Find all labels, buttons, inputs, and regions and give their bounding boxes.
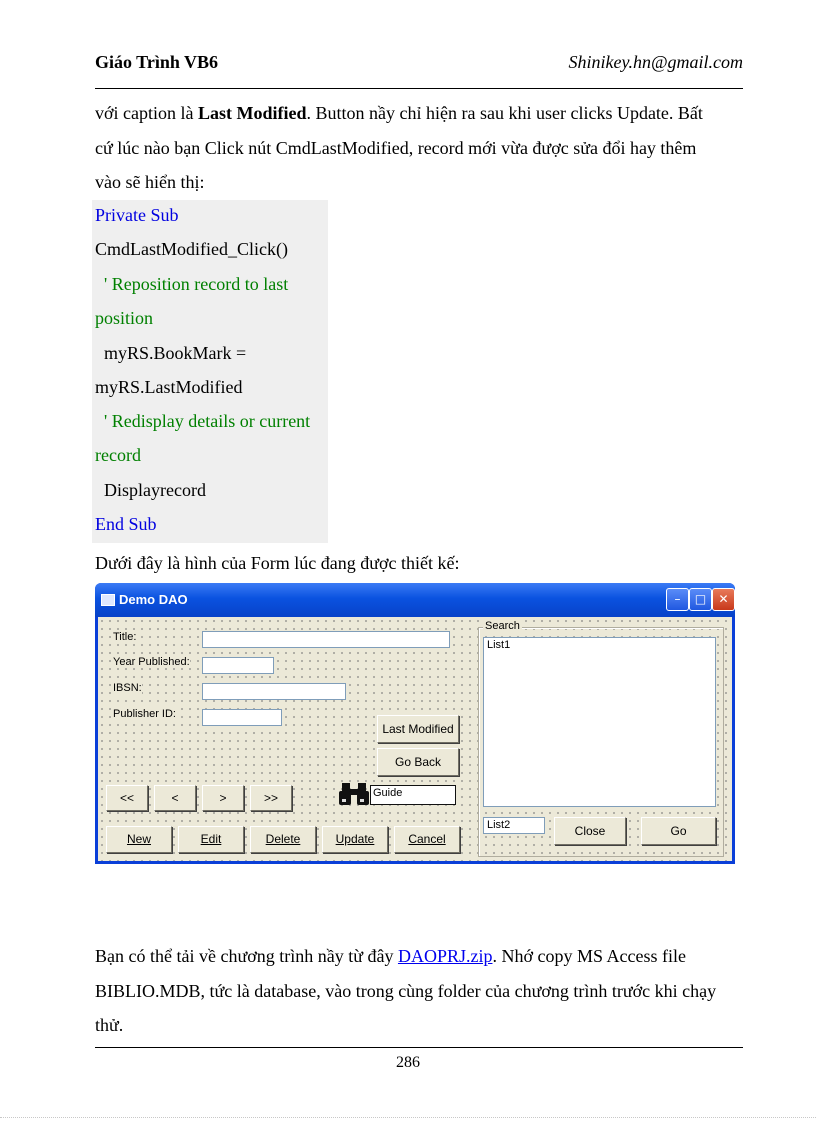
download-paragraph — [95, 939, 745, 1043]
previous-record-button[interactable]: < — [154, 785, 196, 811]
list1-listbox[interactable]: List1 — [483, 637, 716, 807]
figure-caption: Dưới đây là hình của Form lúc đang được thiết kế: — [95, 553, 460, 573]
header-rule — [95, 88, 743, 89]
search-frame-label: Search — [485, 620, 520, 632]
code-line-1: Private Sub — [95, 205, 179, 225]
code-block — [92, 200, 328, 543]
code-line-2: CmdLastModified_Click() — [95, 239, 288, 259]
close-icon[interactable]: ✕ — [712, 588, 735, 611]
code-line-9: Displayrecord — [95, 480, 206, 500]
intro-paragraph — [95, 96, 745, 200]
last-record-button[interactable]: >> — [250, 785, 292, 811]
intro-line-2: cứ lúc nào bạn Click nút CmdLastModified, record mới vừa được sửa đổi hay thêm — [95, 137, 697, 158]
go-button[interactable]: Go — [641, 817, 716, 845]
first-record-button[interactable]: << — [106, 785, 148, 811]
demo-dao-window — [95, 583, 735, 864]
cancel-button-label: Cancel — [408, 832, 446, 846]
page-number: 286 — [396, 1054, 420, 1071]
title-label: Title: — [113, 631, 137, 643]
update-button[interactable] — [322, 826, 388, 853]
publisher-id-input[interactable] — [202, 709, 282, 726]
new-button[interactable] — [106, 826, 172, 853]
title-input[interactable] — [202, 631, 450, 648]
header-title: Giáo Trình VB6 — [95, 52, 219, 72]
window-titlebar — [95, 583, 735, 617]
next-record-button[interactable]: > — [202, 785, 244, 811]
code-line-6: myRS.LastModified — [95, 377, 243, 397]
ibsn-label: IBSN: — [113, 682, 142, 694]
intro-line-3: vào sẽ hiển thị: — [95, 172, 205, 192]
footer-rule — [95, 1047, 743, 1048]
code-line-3: ' Reposition record to last — [95, 274, 289, 294]
delete-button[interactable] — [250, 826, 316, 853]
ibsn-input[interactable] — [202, 683, 346, 700]
year-published-input[interactable] — [202, 657, 274, 674]
new-button-label: New — [126, 832, 151, 846]
outro-line-2: BIBLIO.MDB, tức là database, vào trong cùng folder của chương trình trước khi chạy — [95, 980, 717, 1001]
daoprj-zip-link[interactable]: DAOPRJ.zip — [397, 946, 493, 966]
header-email: Shinikey.hn@gmail.com — [568, 52, 743, 72]
go-back-button[interactable]: Go Back — [377, 748, 459, 776]
list2-listbox[interactable]: List2 — [483, 817, 545, 834]
delete-button-label: Delete — [265, 832, 301, 846]
update-button-label: Update — [335, 832, 375, 846]
binoculars-icon — [338, 781, 370, 807]
edit-button-label: Edit — [200, 832, 222, 846]
intro-line-1: với caption là Last Modified. Button nầy chỉ hiện ra sau khi user clicks Update. Bất — [95, 103, 703, 123]
cancel-button[interactable] — [394, 826, 460, 853]
form-icon — [101, 594, 115, 606]
code-line-4: position — [95, 308, 154, 328]
minimize-icon[interactable]: – — [666, 588, 689, 611]
page-edge — [0, 1117, 816, 1118]
last-modified-button[interactable]: Last Modified — [377, 715, 459, 743]
outro-line-1: Bạn có thể tải về chương trình nầy từ đây DAOPRJ.zip. Nhớ copy MS Access file — [95, 946, 686, 966]
code-line-10: End Sub — [95, 514, 157, 534]
code-line-5: myRS.BookMark = — [95, 343, 247, 363]
maximize-icon[interactable]: □ — [689, 588, 712, 611]
publisher-id-label: Publisher ID: — [113, 708, 176, 720]
outro-line-3: thử. — [95, 1015, 124, 1035]
year-published-label: Year Published: — [113, 656, 190, 668]
close-button[interactable]: Close — [554, 817, 626, 845]
edit-button[interactable] — [178, 826, 244, 853]
code-line-7: ' Redisplay details or current — [95, 411, 311, 431]
code-line-8: record — [95, 445, 141, 465]
window-title: Demo DAO — [119, 592, 188, 607]
guide-textbox[interactable]: Guide — [370, 785, 456, 805]
last-modified-bold: Last Modified — [198, 103, 307, 123]
form-client-area — [98, 617, 732, 861]
